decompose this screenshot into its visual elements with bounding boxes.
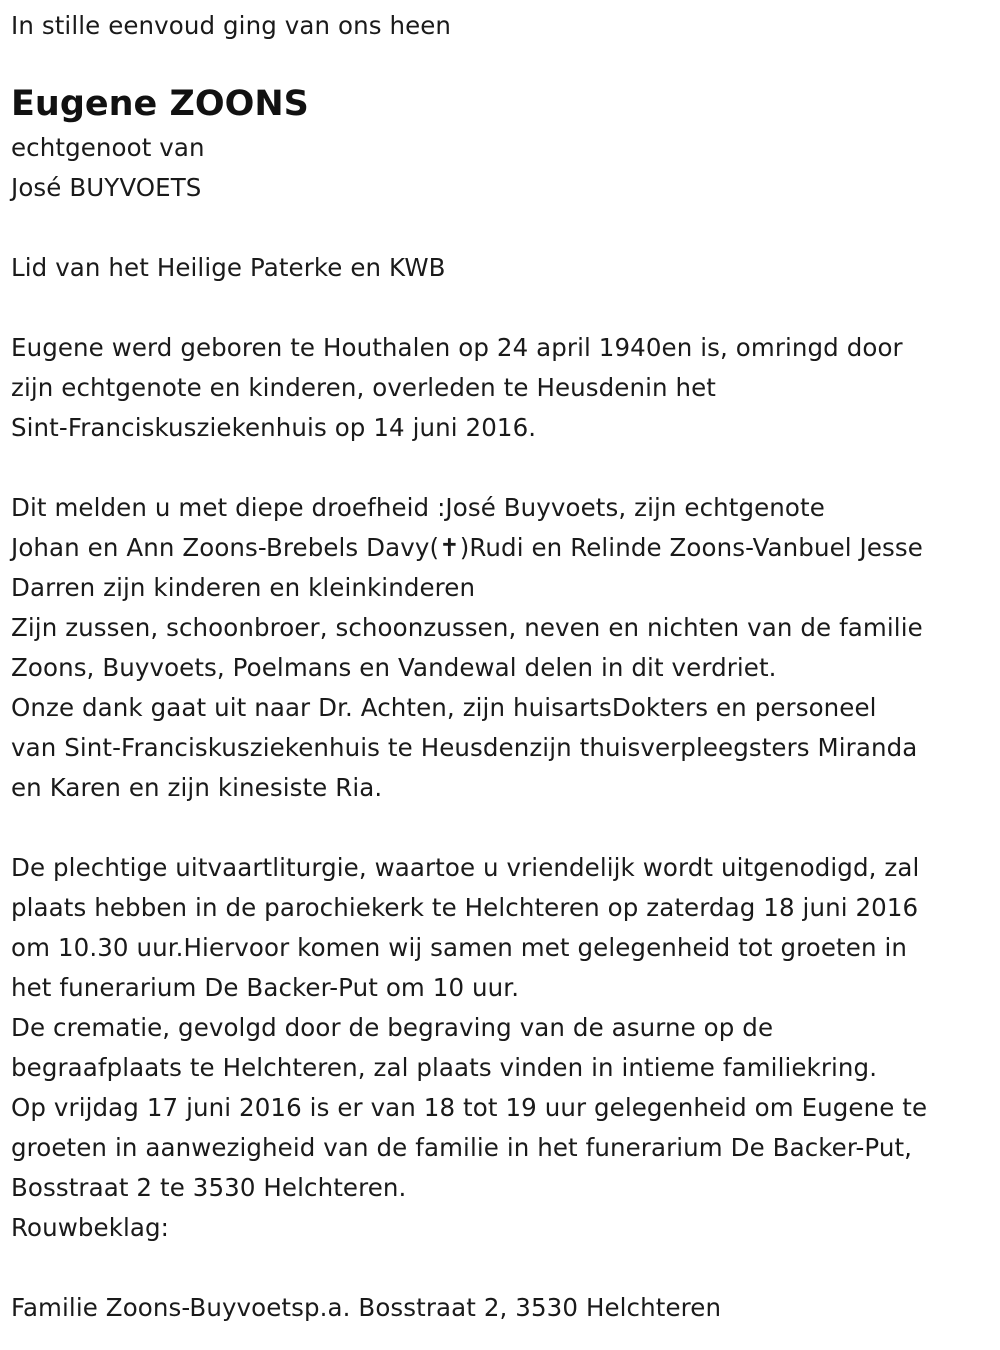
paragraph-line: Johan en Ann Zoons-Brebels Davy(✝)Rudi en Relinde Zoons-Vanbuel Jesse — [11, 533, 923, 562]
paragraph-line: Darren zijn kinderen en kleinkinderen — [11, 573, 476, 602]
paragraph-line: groeten in aanwezigheid van de familie in het funerarium De Backer-Put, — [11, 1133, 913, 1162]
paragraph-line: begraafplaats te Helchteren, zal plaats vinden in intieme familiekring. — [11, 1053, 878, 1082]
paragraph-line: Eugene werd geboren te Houthalen op 24 april 1940en is, omringd door — [11, 333, 903, 362]
paragraph-line: Bosstraat 2 te 3530 Helchteren. — [11, 1173, 407, 1202]
paragraph-line: plaats hebben in de parochiekerk te Helchteren op zaterdag 18 juni 2016 — [11, 893, 919, 922]
spacer — [11, 808, 996, 848]
spouse-name: José BUYVOETS — [11, 173, 202, 202]
spacer — [11, 208, 996, 248]
spacer — [11, 448, 996, 488]
paragraph-line: Op vrijdag 17 juni 2016 is er van 18 tot 19 uur gelegenheid om Eugene te — [11, 1093, 928, 1122]
condolences-label: Rouwbeklag: — [11, 1213, 170, 1242]
membership-text: Lid van het Heilige Paterke en KWB — [11, 253, 446, 282]
paragraph-line: en Karen en zijn kinesiste Ria. — [11, 773, 383, 802]
paragraph-line: De plechtige uitvaartliturgie, waartoe u vriendelijk wordt uitgenodigd, zal — [11, 853, 920, 882]
paragraph-line: Dit melden u met diepe droefheid :José Buyvoets, zijn echtgenote — [11, 493, 825, 522]
deceased-name: Eugene ZOONS — [11, 84, 309, 124]
paragraph-line: De crematie, gevolgd door de begraving van de asurne op de — [11, 1013, 774, 1042]
paragraph-line: Sint-Franciskusziekenhuis op 14 juni 2016. — [11, 413, 537, 442]
spacer — [11, 288, 996, 328]
paragraph-line: om 10.30 uur.Hiervoor komen wij samen met gelegenheid tot groeten in — [11, 933, 907, 962]
paragraph-line: Onze dank gaat uit naar Dr. Achten, zijn huisartsDokters en personeel — [11, 693, 877, 722]
birth-death-paragraph — [11, 328, 996, 448]
spouse-prefix: echtgenoot van — [11, 133, 205, 162]
paragraph-line: het funerarium De Backer-Put om 10 uur. — [11, 973, 520, 1002]
paragraph-line: van Sint-Franciskusziekenhuis te Heusdenzijn thuisverpleegsters Miranda — [11, 733, 918, 762]
paragraph-line: zijn echtgenote en kinderen, overleden te Heusdenin het — [11, 373, 717, 402]
funeral-paragraph — [11, 848, 996, 1248]
paragraph-line: Zoons, Buyvoets, Poelmans en Vandewal delen in dit verdriet. — [11, 653, 777, 682]
family-address: Familie Zoons-Buyvoetsp.a. Bosstraat 2, 3530 Helchteren — [11, 1293, 722, 1322]
obituary-document — [11, 6, 996, 1328]
spacer — [11, 1248, 996, 1288]
paragraph-line: Zijn zussen, schoonbroer, schoonzussen, neven en nichten van de familie — [11, 613, 923, 642]
announcement-paragraph — [11, 488, 996, 808]
intro-text: In stille eenvoud ging van ons heen — [11, 11, 452, 40]
